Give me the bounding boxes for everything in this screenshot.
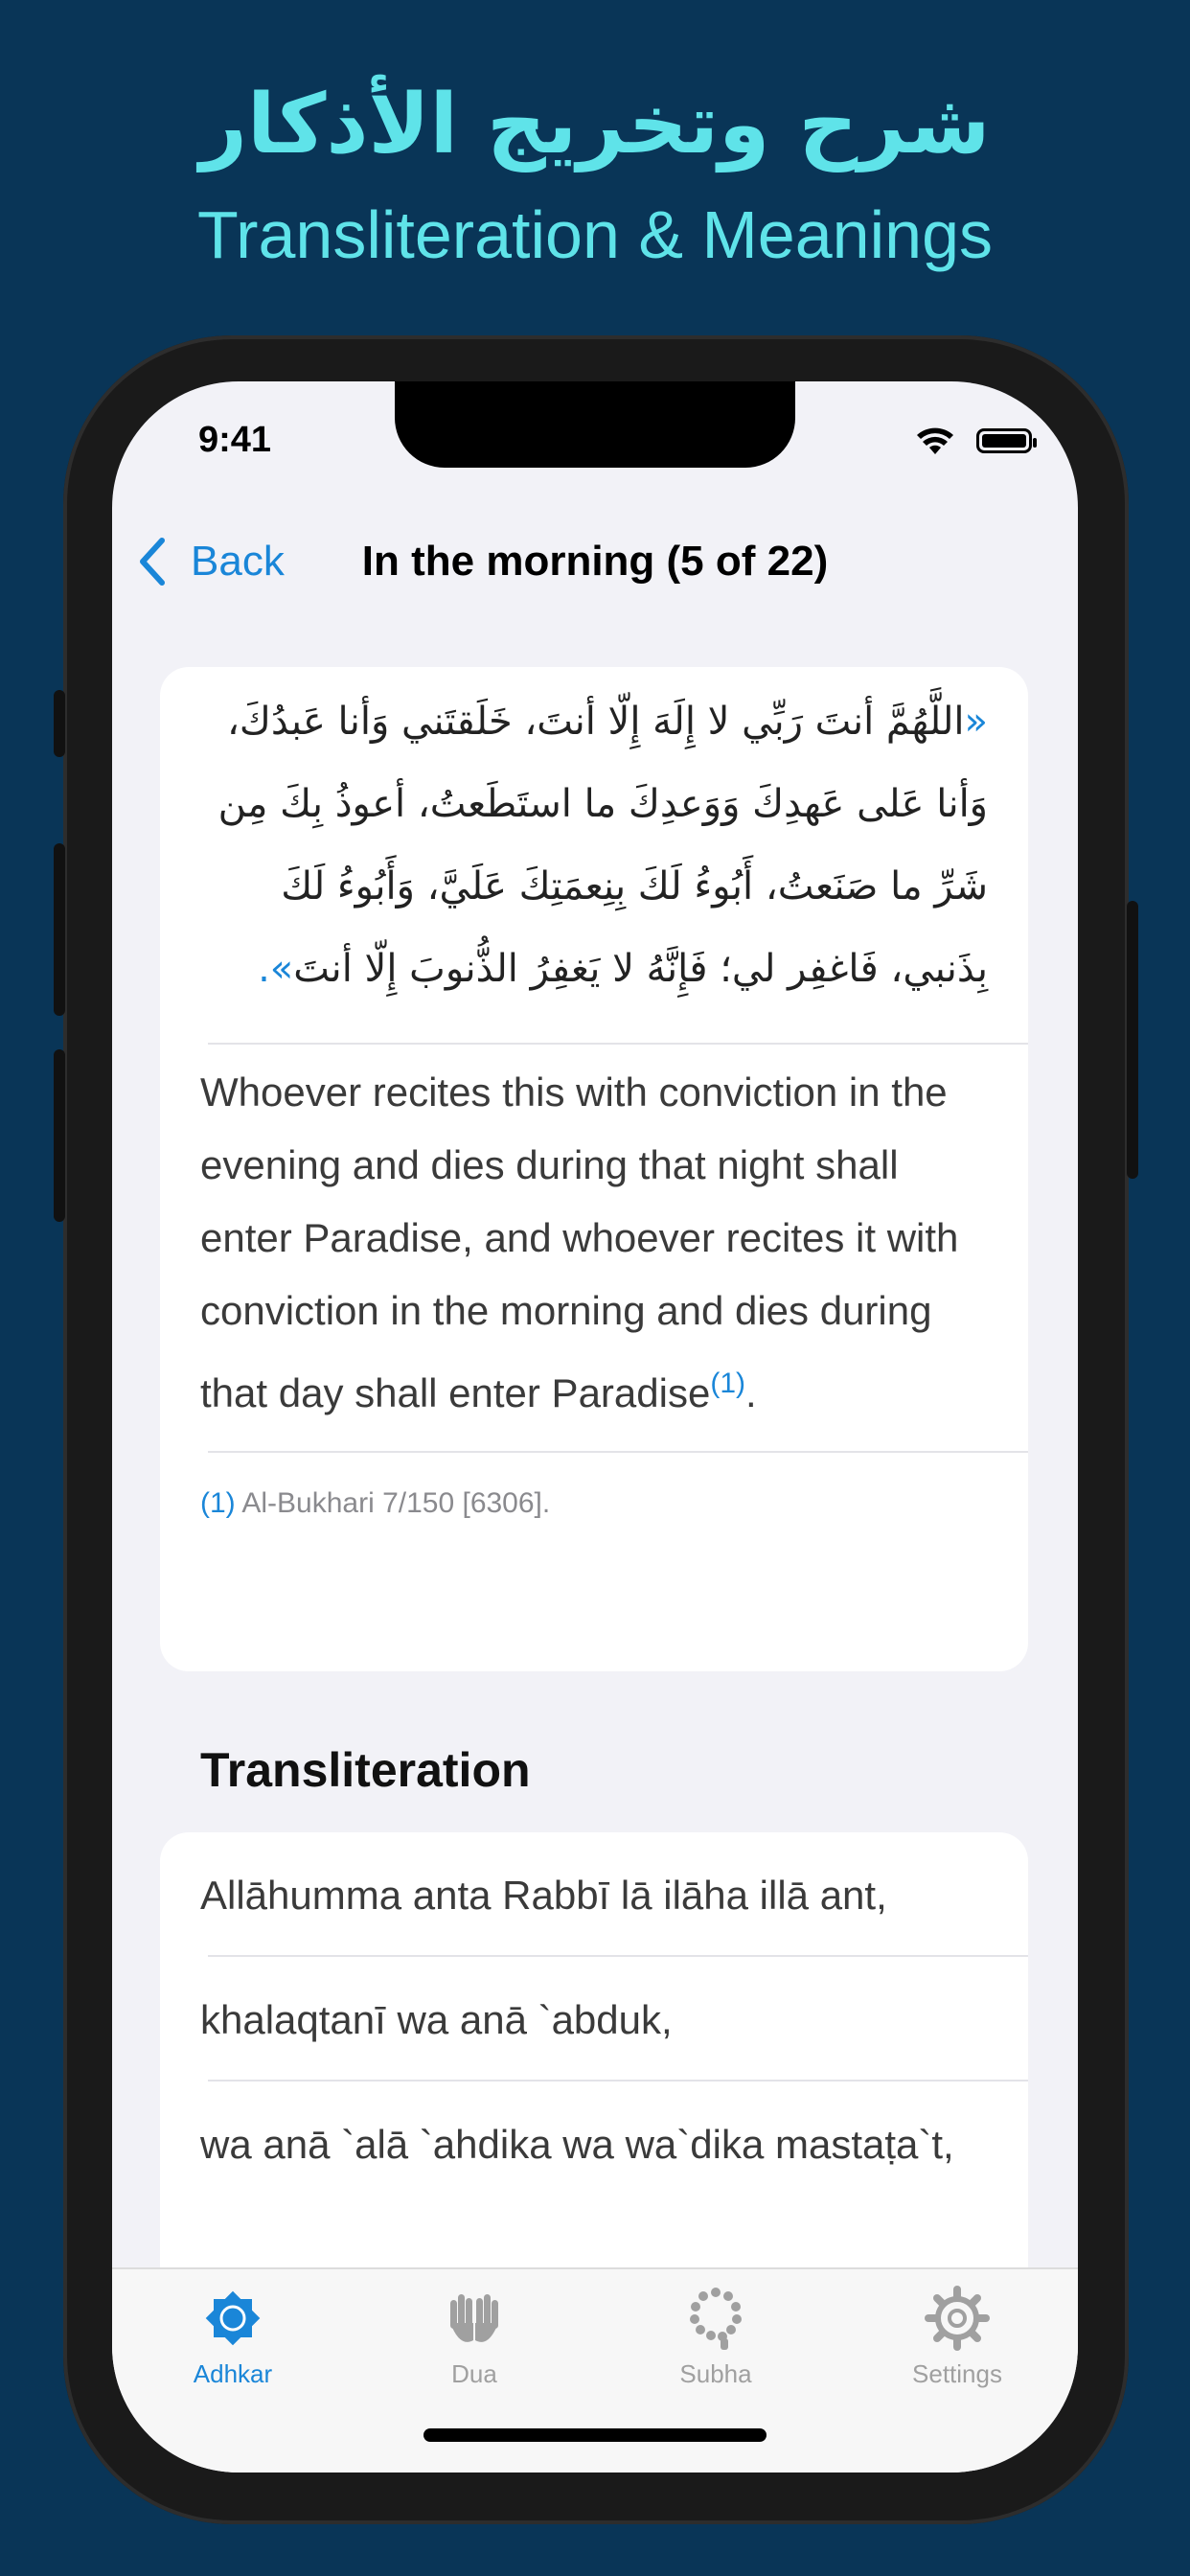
prayer-beads-icon (682, 2285, 749, 2352)
back-label: Back (191, 538, 285, 585)
promo-title-arabic: شرح وتخريج الأذكار (199, 77, 991, 172)
transliteration-line[interactable]: Allāhumma anta Rabbī lā ilāha illā ant, (200, 1873, 887, 1918)
battery-icon (976, 428, 1032, 453)
meaning-end: . (745, 1370, 757, 1415)
transliteration-line[interactable]: khalaqtanī wa anā `abduk, (200, 1997, 673, 2042)
footnote (160, 1453, 1028, 1554)
phone-power-button (1127, 901, 1138, 1179)
tab-label: Dua (451, 2359, 497, 2388)
dhikr-card (160, 667, 1028, 1671)
footnote-number: (1) (200, 1487, 236, 1519)
notch (395, 381, 795, 468)
status-icons (915, 426, 1032, 456)
navigation-bar (112, 523, 1078, 600)
tab-dua[interactable] (354, 2285, 595, 2389)
dhikr-arabic-text[interactable] (160, 667, 1028, 1010)
praying-hands-icon (441, 2285, 508, 2352)
gear-icon (924, 2285, 991, 2352)
tab-label: Subha (679, 2359, 752, 2388)
footnote-reference[interactable]: (1) (710, 1368, 745, 1399)
transliteration-card (160, 1832, 1028, 2312)
open-quote: « (964, 700, 988, 744)
dhikr-meaning (160, 1045, 1028, 1451)
page-title: In the morning (5 of 22) (361, 538, 829, 585)
tab-label: Adhkar (193, 2359, 273, 2388)
tab-settings[interactable] (836, 2285, 1078, 2389)
wifi-icon (915, 426, 955, 456)
phone-side-button (54, 690, 65, 757)
close-quote: ». (258, 947, 294, 991)
status-time: 9:41 (198, 420, 272, 460)
transliteration-line[interactable]: wa anā `alā `ahdika wa wa`dika mastaṭa`t, (200, 2122, 954, 2167)
home-indicator[interactable] (423, 2428, 767, 2442)
app-screen (112, 381, 1078, 2472)
phone-volume-up (54, 843, 65, 1016)
meaning-text: Whoever recites this with conviction in the evening and dies during that night shall enter Paradise, and whoever recites it with conviction in the morning and dies during that day shall enter Paradise (200, 1070, 959, 1415)
promo-title-english: Transliteration & Meanings (196, 197, 994, 272)
tab-label: Settings (912, 2359, 1002, 2388)
star-octagon-icon (199, 2285, 266, 2352)
tab-adhkar[interactable] (112, 2285, 354, 2389)
transliteration-heading: Transliteration (200, 1743, 531, 1797)
tab-subha[interactable] (595, 2285, 836, 2389)
footnote-text: Al-Bukhari 7/150 [6306]. (235, 1487, 551, 1519)
arabic-body: اللَّهُمَّ أنتَ رَبِّي لا إِلَهَ إِلّا أنتَ، خَلَقتَني وَأنا عَبدُكَ، وَأنا عَلى عَهدِكَ وَوَعدِكَ ما استَطَعتُ، أعوذُ بِكَ مِن شَرِّ ما صَنَعتُ، أَبُوءُ لَكَ بِنِعمَتِكَ عَلَيَّ، وَأَبُوءُ لَكَ بِذَنبي، فَاغفِر لي؛ فَإِنَّهُ لا يَغفِرُ الذُّنوبَ إِلّا أنتَ (217, 700, 988, 991)
phone-volume-down (54, 1049, 65, 1222)
